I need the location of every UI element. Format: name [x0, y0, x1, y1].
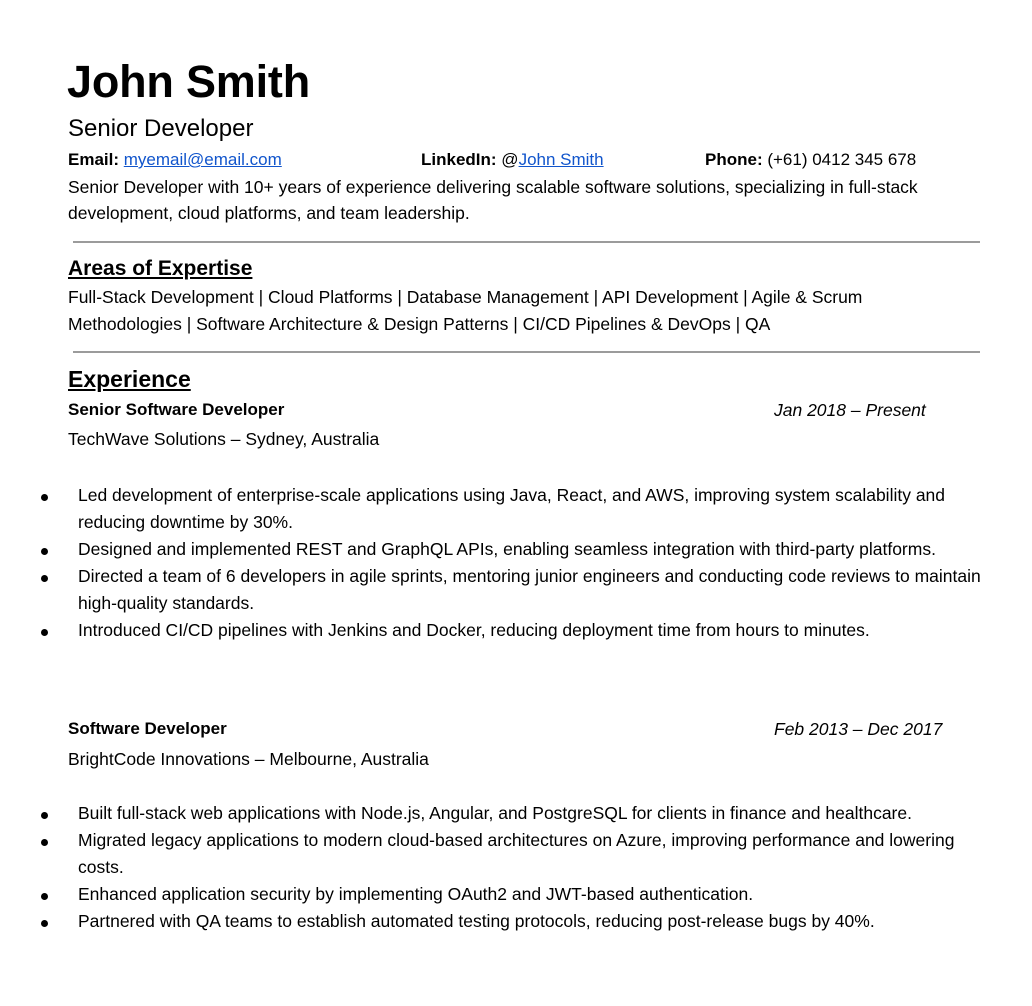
- experience-heading: Experience: [68, 366, 191, 392]
- candidate-name: John Smith: [67, 56, 310, 107]
- contact-email: [68, 149, 282, 171]
- list-item: [0, 563, 1000, 617]
- section-divider: [73, 241, 980, 243]
- profile-summary: Senior Developer with 10+ years of experience delivering scalable software solutions, specializing in full-stack development, cloud platforms, and team leadership.: [68, 177, 918, 223]
- expertise-list: Full-Stack Development | Cloud Platforms | Database Management | API Development | Agile & Scrum Methodologies | Software Architecture & Design Patterns | CI/CD Pipelines & DevOps | QA: [68, 287, 863, 334]
- job-dates: Feb 2013 – Dec 2017: [774, 719, 943, 739]
- job-company: BrightCode Innovations – Melbourne, Australia: [68, 749, 429, 769]
- bullet-text: Directed a team of 6 developers in agile sprints, mentoring junior engineers and conducting code reviews to maintain high-quality standards.: [78, 566, 981, 613]
- list-item: [0, 536, 1000, 563]
- list-item: [0, 800, 1000, 827]
- job-bullets: [0, 482, 1000, 644]
- bullet-text: Enhanced application security by implementing OAuth2 and JWT-based authentication.: [78, 884, 754, 904]
- email-label: Email:: [68, 150, 120, 169]
- bullet-icon: [41, 839, 48, 846]
- job-title: Senior Software Developer: [68, 400, 285, 419]
- phone-label: Phone:: [705, 150, 763, 169]
- list-item: [0, 617, 1000, 644]
- section-divider: [73, 351, 980, 353]
- bullet-text: Built full-stack web applications with Node.js, Angular, and PostgreSQL for clients in finance and healthcare.: [78, 803, 912, 823]
- linkedin-prefix: @: [501, 150, 519, 169]
- bullet-text: Migrated legacy applications to modern cloud-based architectures on Azure, improving performance and lowering costs.: [78, 830, 955, 877]
- list-item: [0, 482, 1000, 536]
- list-item: [0, 908, 1000, 935]
- bullet-text: Led development of enterprise-scale applications using Java, React, and AWS, improving system scalability and reducing downtime by 30%.: [78, 485, 946, 532]
- linkedin-label: LinkedIn:: [421, 150, 497, 169]
- bullet-text: Partnered with QA teams to establish automated testing protocols, reducing post-release bugs by 40%.: [78, 911, 875, 931]
- bullet-icon: [41, 893, 48, 900]
- bullet-icon: [41, 548, 48, 555]
- candidate-role: Senior Developer: [68, 115, 254, 142]
- bullet-text: Introduced CI/CD pipelines with Jenkins and Docker, reducing deployment time from hours to minutes.: [78, 620, 870, 640]
- bullet-icon: [41, 812, 48, 819]
- phone-value: (+61) 0412 345 678: [767, 150, 917, 169]
- contact-phone: [705, 149, 916, 171]
- bullet-icon: [41, 575, 48, 582]
- linkedin-link[interactable]: John Smith: [518, 150, 604, 169]
- email-link[interactable]: myemail@email.com: [123, 150, 282, 169]
- job-dates: Jan 2018 – Present: [774, 400, 926, 420]
- list-item: [0, 881, 1000, 908]
- contact-linkedin: [421, 149, 604, 171]
- job-bullets: [0, 800, 1000, 935]
- job-title: Software Developer: [68, 719, 227, 738]
- bullet-text: Designed and implemented REST and GraphQL APIs, enabling seamless integration with third-party platforms.: [78, 539, 936, 559]
- list-item: [0, 827, 1000, 881]
- job-company: TechWave Solutions – Sydney, Australia: [68, 429, 380, 449]
- expertise-heading: Areas of Expertise: [68, 257, 253, 280]
- bullet-icon: [41, 494, 48, 501]
- bullet-icon: [41, 920, 48, 927]
- bullet-icon: [41, 629, 48, 636]
